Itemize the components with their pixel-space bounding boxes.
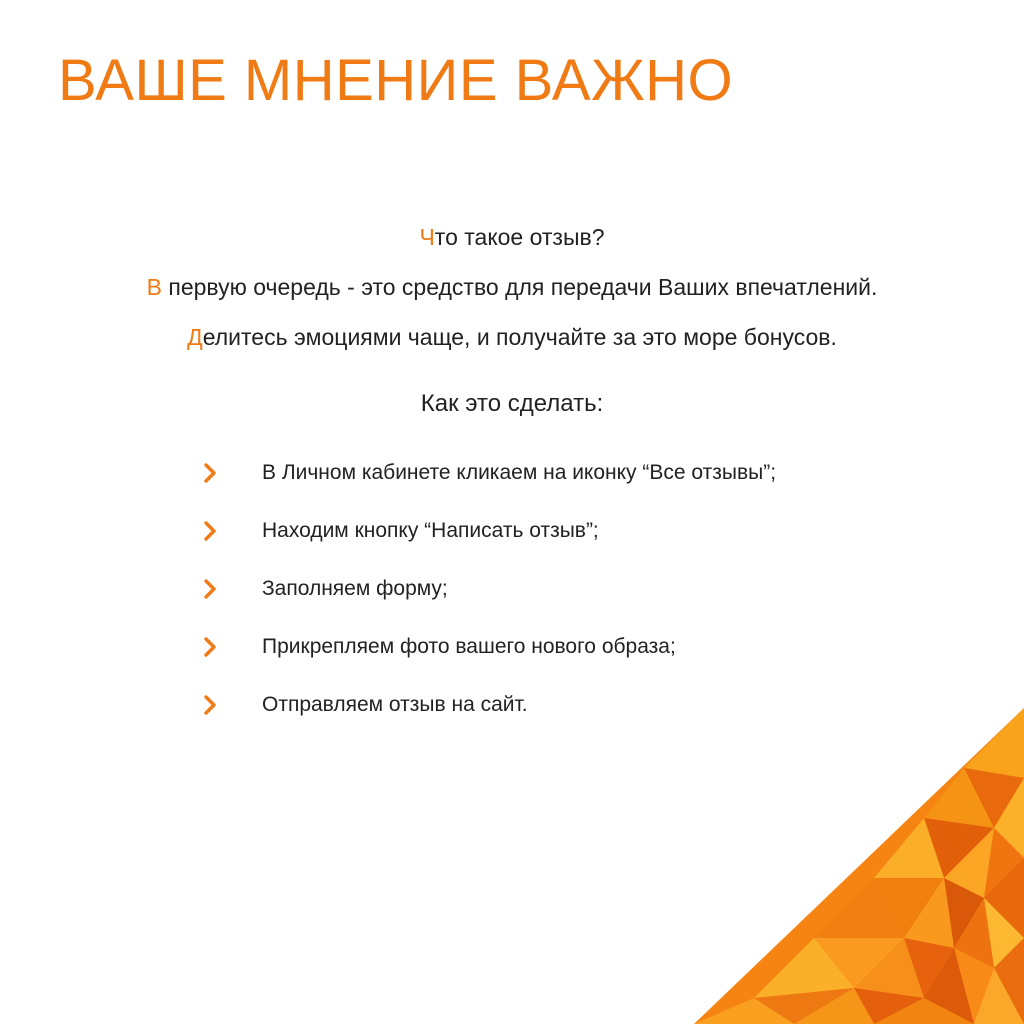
list-item xyxy=(200,688,776,722)
page-title: ВАШЕ МНЕНИЕ ВАЖНО xyxy=(58,48,734,113)
decorative-polygon-corner xyxy=(694,708,1024,1024)
intro-rest: елитесь эмоциями чаще, и получайте за это море бонусов. xyxy=(202,324,837,351)
intro-rest: то такое отзыв? xyxy=(434,224,605,250)
intro-line xyxy=(0,222,1024,253)
chevron-right-icon xyxy=(200,462,220,484)
intro-initial: В xyxy=(146,274,162,301)
intro-line xyxy=(0,272,1024,303)
howto-heading: Как это сделать: xyxy=(420,390,604,417)
step-text: Находим кнопку “Написать отзыв”; xyxy=(262,519,599,542)
step-text: Заполняем форму; xyxy=(262,577,448,600)
chevron-right-icon xyxy=(200,520,220,542)
list-item xyxy=(200,514,776,548)
step-text: Прикрепляем фото вашего нового образа; xyxy=(262,635,676,658)
chevron-right-icon xyxy=(200,636,220,658)
step-text: Отправляем отзыв на сайт. xyxy=(262,693,528,716)
list-item xyxy=(200,630,776,664)
intro-initial: Д xyxy=(187,324,203,351)
list-item xyxy=(200,572,776,606)
steps-list xyxy=(200,456,776,746)
chevron-right-icon xyxy=(200,578,220,600)
step-text: В Личном кабинете кликаем на иконку “Все отзывы”; xyxy=(262,461,777,484)
chevron-right-icon xyxy=(200,694,220,716)
intro-rest: первую очередь - это средство для передачи Ваших впечатлений. xyxy=(161,274,878,301)
intro-line xyxy=(0,322,1024,353)
list-item xyxy=(200,456,776,490)
intro-text xyxy=(0,222,1024,372)
intro-initial: Ч xyxy=(419,224,435,250)
